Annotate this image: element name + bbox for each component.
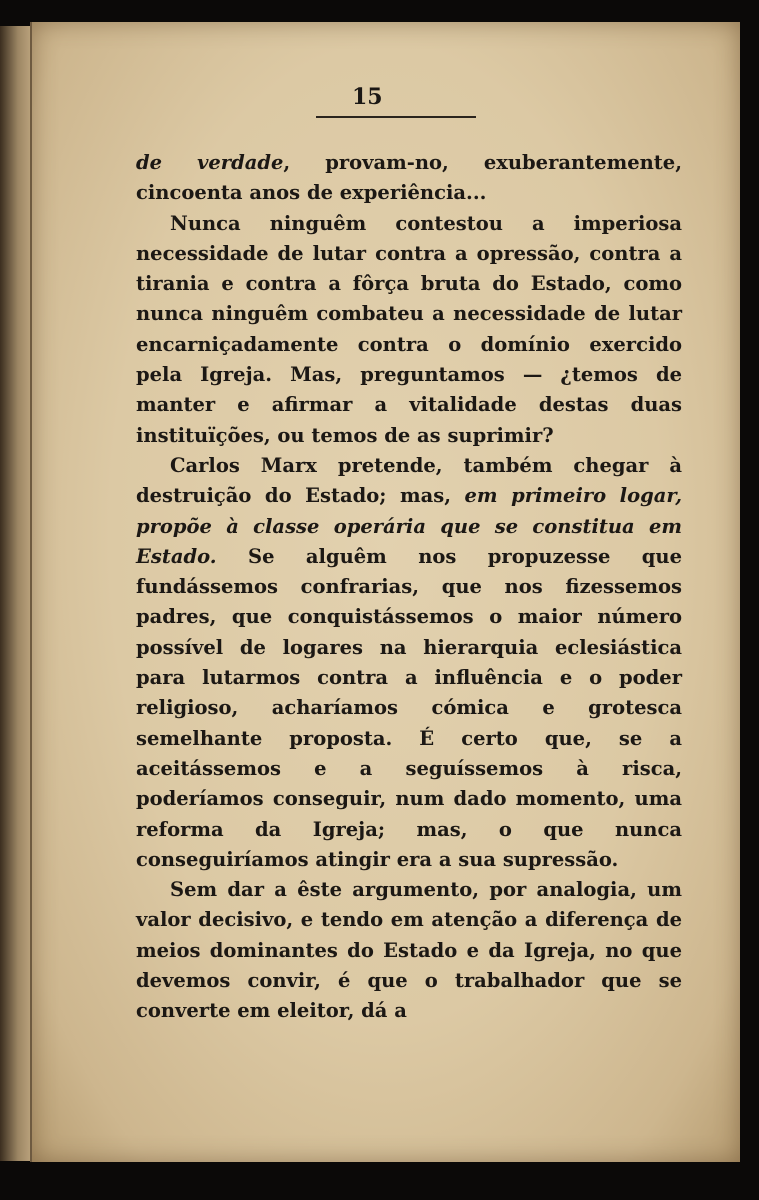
body-text — [136, 148, 682, 1027]
paragraph-1 — [136, 148, 682, 209]
paragraph-1-italic: de verdade — [136, 151, 284, 174]
paragraph-2-text: Nunca ninguêm contestou a imperiosa necessidade de lutar contra a opressão, contra a tirania e contra a fôrça bruta do Estado, como nunca ninguêm combateu a necessidade de lutar encarniçadamente contra o domínio exercido pela Igreja. Mas, preguntamos — ¿temos de manter e afirmar a vitalidade destas duas instituïções, ou temos de as suprimir? — [136, 211, 682, 447]
paragraph-4-text: Sem dar a êste argumento, por analogia, um valor decisivo, e tendo em atenção a diferença de meios dominantes do Estado e da Igreja, no que devemos convir, é que o trabalhador que se converte em eleitor, dá a — [136, 878, 682, 1023]
paragraph-3-italic: em primeiro logar, propõe à classe operária que se constitua em Estado. — [136, 484, 682, 568]
book-page — [30, 22, 740, 1162]
paragraph-2 — [136, 209, 682, 451]
header-rule — [316, 116, 476, 118]
paragraph-3-text-b: Se alguêm nos propuzesse que fundássemos confrarias, que nos fizessemos padres, que conquistássemos o maior número possível de logares na hierarquia eclesiástica para lutarmos contra a influência e o poder religioso, acharíamos cómica e grotesca semelhante proposta. É certo que, se a aceitássemos e a seguíssemos à risca, poderíamos conseguir, num dado momento, uma reforma da Igreja; mas, o que nunca conseguiríamos atingir era a sua supressão. — [136, 544, 682, 871]
paragraph-3 — [136, 451, 682, 875]
previous-page-edge — [0, 26, 30, 1161]
paragraph-3-text-a: Carlos Marx pretende, também chegar à destruição do Estado; mas, — [136, 453, 682, 508]
page-number: 15 — [352, 84, 383, 110]
paragraph-4 — [136, 875, 682, 1026]
paragraph-1-text: , provam-no, exuberantemente, cincoenta anos de experiência... — [136, 151, 683, 205]
